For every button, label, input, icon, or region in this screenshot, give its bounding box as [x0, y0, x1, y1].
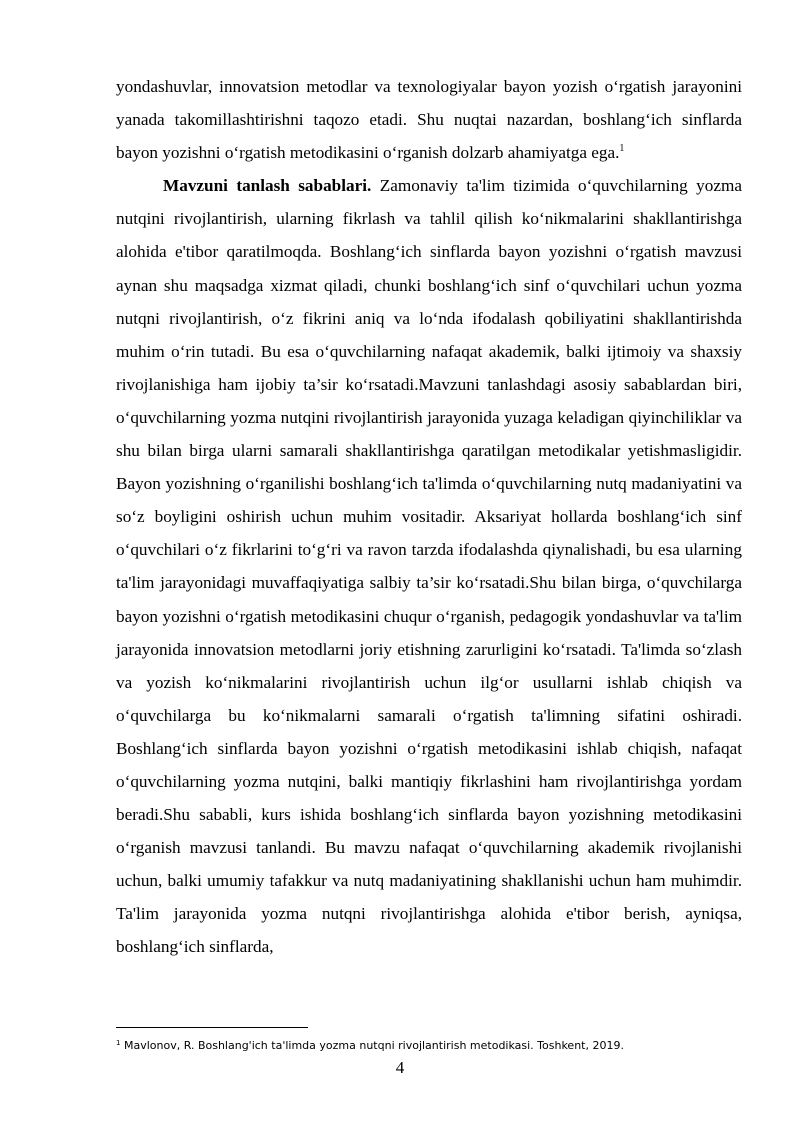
footnote	[116, 1039, 756, 1053]
page-number: 4	[395, 1058, 405, 1077]
section-heading: Mavzuni tanlash sabablari.	[163, 176, 372, 196]
footnote-separator	[116, 1027, 308, 1028]
footnote-reference[interactable]: 1	[619, 143, 625, 155]
paragraph-continued	[116, 70, 742, 169]
footnote-text: Mavlonov, R. Boshlang'ich ta'limda yozma nutqni rivojlantirish metodikasi. Toshkent, 2019.	[120, 1039, 624, 1052]
footnote-marker: 1	[116, 1039, 121, 1047]
paragraph-text: yondashuvlar, innovatsion metodlar va texnologiyalar bayon yozish o‘rgatish jarayonini yanada takomillashtirishni taqozo etadi. Shu nuqtai nazardan, boshlang‘ich sinflarda bayon yozishni o‘rgatish metodikasini o‘rganish dolzarb ahamiyatga ega.	[116, 77, 742, 163]
body-text	[116, 70, 742, 964]
paragraph-text: Zamonaviy ta'lim tizimida o‘quvchilarning yozma nutqini rivojlantirish, ularning fikrlash va tahlil qilish ko‘nikmalarini shakllantirishga alohida e'tibor qaratilmoqda. Boshlang‘ich sinflarda bayon yozishni o‘rgatish mavzusi aynan shu maqsadga xizmat qiladi, chunki boshlang‘ich sinf o‘quvchilari uchun yozma nutqni rivojlantirish, o‘z fikrini aniq va lo‘nda ifodalash qobiliyatini shakllantirishda muhim o‘rin tutadi. Bu esa o‘quvchilarning nafaqat akademik, balki ijtimoiy va shaxsiy rivojlanishiga ham ijobiy ta’sir ko‘rsatadi.Mavzuni tanlashdagi asosiy sabablardan biri, o‘quvchilarning yozma nutqini rivojlantirish jarayonida yuzaga keladigan qiyinchiliklar va shu bilan birga ularni samarali shakllantirishga qaratilgan metodikalar yetishmasligidir. Bayon yozishning o‘rganilishi boshlang‘ich ta'limda o‘quvchilarning nutq madaniyatini va so‘z boyligini oshirish uchun muhim vositadir. Aksariyat hollarda boshlang‘ich sinf o‘quvchilari o‘z fikrlarini to‘g‘ri va ravon tarzda ifodalashda qiynalishadi, bu esa ularning ta'lim jarayonidagi muvaffaqiyatiga salbiy ta’sir ko‘rsatadi.Shu bilan birga, o‘quvchilarga bayon yozishni o‘rgatish metodikasini chuqur o‘rganish, pedagogik yondashuvlar va ta'lim jarayonida innovatsion metodlarni joriy etishning zarurligini ko‘rsatadi. Ta'limda so‘zlash va yozish ko‘nikmalarini rivojlantirish uchun ilg‘or usullarni ishlab chiqish va o‘quvchilarga bu ko‘nikmalarni samarali o‘rgatish ta'limning sifatini oshiradi. Boshlang‘ich sinflarda bayon yozishni o‘rgatish metodikasini ishlab chiqish, nafaqat o‘quvchilarning yozma nutqini, balki mantiqiy fikrlashini ham rivojlantirishga yordam beradi.Shu sababli, kurs ishida boshlang‘ich sinflarda bayon yozishning metodikasini o‘rganish mavzusi tanlandi. Bu mavzu nafaqat o‘quvchilarning akademik rivojlanishi uchun, balki umumiy tafakkur va nutq madaniyatining shakllanishi uchun ham muhimdir. Ta'lim jarayonida yozma nutqni rivojlantirishga alohida e'tibor berish, ayniqsa, boshlang‘ich sinflarda,	[116, 176, 742, 957]
paragraph-reasons	[116, 169, 742, 963]
